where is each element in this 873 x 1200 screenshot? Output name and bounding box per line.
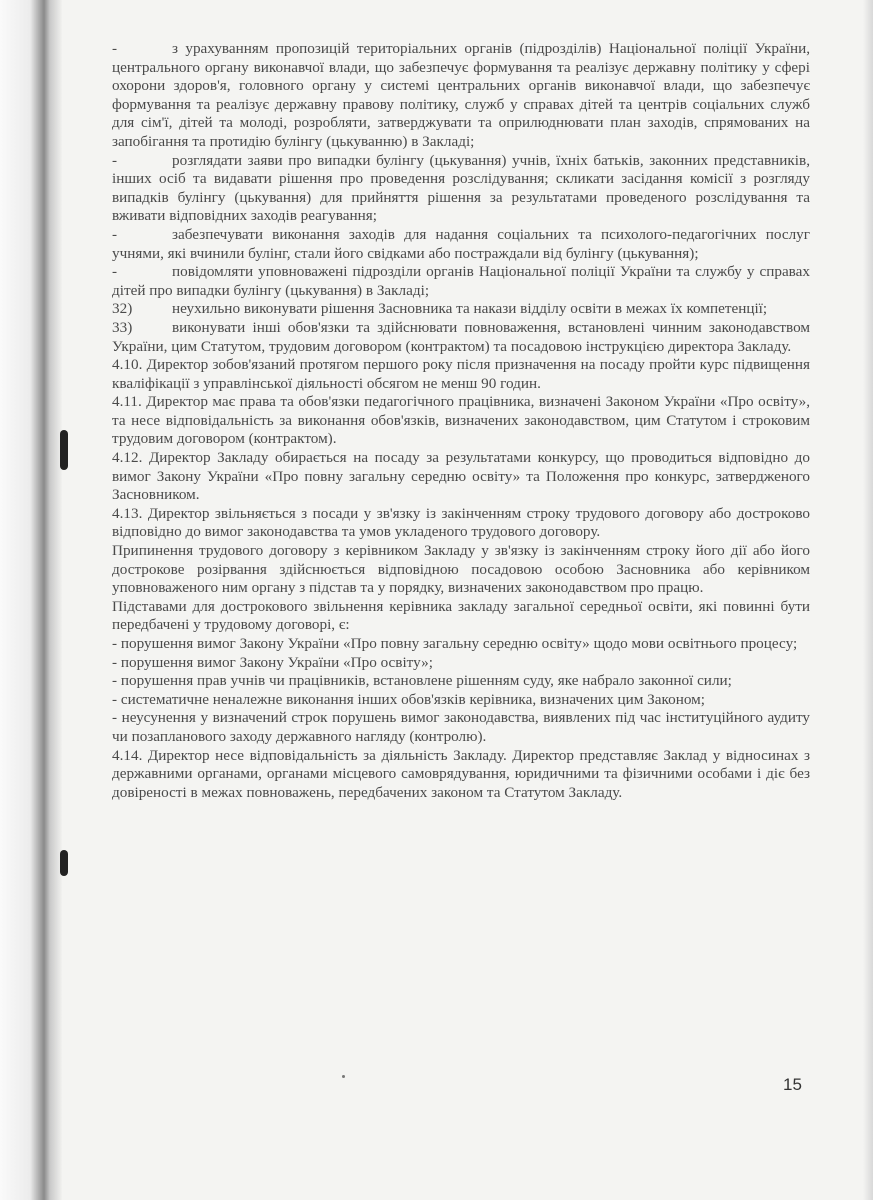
paragraph xyxy=(112,449,810,505)
list-marker: - xyxy=(112,225,118,243)
paragraph xyxy=(112,393,810,449)
paragraph-text: 4.12. Директор Закладу обирається на посаду за результатами конкурсу, що проводиться відповідно до вимог Закону України «Про повну загальну середню освіту» та Положення про конкурс, затвердженого Засновником. xyxy=(112,449,810,504)
scan-edge-right xyxy=(863,0,873,1200)
paragraph xyxy=(112,263,810,300)
document-body xyxy=(112,40,810,802)
paragraph xyxy=(112,691,810,710)
scan-speck xyxy=(342,1075,345,1078)
paragraph xyxy=(112,747,810,803)
paragraph xyxy=(112,505,810,542)
paragraph-text: 4.13. Директор звільняється з посади у зв'язку із закінченням строку трудового договору або достроково відповідно до вимог законодавства та умов укладеного трудового договору. xyxy=(112,504,810,541)
paragraph-text: Підставами для дострокового звільнення керівника закладу загальної середньої освіти, які повинні бути передбачені у трудовому договорі, є: xyxy=(112,597,810,634)
paragraph xyxy=(112,672,810,691)
binding-hole-mark xyxy=(60,430,68,470)
scan-edge-shadow xyxy=(0,0,62,1200)
paragraph xyxy=(112,635,810,654)
paragraph-text: 4.10. Директор зобов'язаний протягом першого року після призначення на посаду пройти курс підвищення кваліфікації з управлінської діяльності обсягом не менш 90 годин. xyxy=(112,356,810,392)
paragraph-text: розглядати заяви про випадки булінгу (цькування) учнів, їхніх батьків, законних представників, інших осіб та видавати рішення про проведення розслідування; скликати засідання комісії з розгляду випадків булінгу (цькування) для прийняття рішення за результатами проведеного розслідування та вживати відповідних заходів реагування; xyxy=(112,151,810,225)
paragraph-text: виконувати інші обов'язки та здійснювати повноваження, встановлені чинним законодавством України, цим Статутом, трудовим договором (контрактом) та посадовою інструкцією директора Закладу. xyxy=(112,318,810,355)
paragraph xyxy=(112,152,810,226)
paragraph xyxy=(112,709,810,746)
paragraph-text: - порушення прав учнів чи працівників, встановлене рішенням суду, яке набрало законної сили; xyxy=(112,672,732,690)
paragraph xyxy=(112,654,810,673)
paragraph-text: з урахуванням пропозицій територіальних органів (підрозділів) Національної поліції України, центрального органу виконавчої влади, що забезпечує формування та реалізує державну політику у сфері охорони здоров'я, головного органу у системі центральних органів виконавчої влади, що забезпечує формування та реалізує державну правову політику, служб у справах дітей та центрів соціальних служб для сім'ї, дітей та молоді, розробляти, затверджувати та оприлюднювати план заходів, спрямованих на запобігання та протидію булінгу (цькуванню) в Закладі; xyxy=(112,40,810,150)
paragraph xyxy=(112,356,810,393)
list-marker: - xyxy=(112,40,118,57)
list-marker: 32) xyxy=(112,300,133,318)
paragraph xyxy=(112,40,810,152)
paragraph-text: 4.14. Директор несе відповідальність за діяльність Закладу. Директор представляє Заклад у відносинах з державними органами, органами місцевого самоврядування, юридичними та фізичними особами і діє без довіреності в межах повноважень, передбачених законом та Статутом Закладу. xyxy=(112,746,810,801)
list-marker: - xyxy=(112,151,118,169)
paragraph-text: 4.11. Директор має права та обов'язки педагогічного працівника, визначені Законом України «Про освіту», та несе відповідальність за виконання обов'язків, визначених законодавством, цим Статутом і строковим трудовим договором (контрактом). xyxy=(112,393,810,448)
paragraph-text: Припинення трудового договору з керівником Закладу у зв'язку із закінченням строку його дії або його дострокове розірвання здійснюється відповідною посадовою особою Засновника або керівником уповноваженого ним органу з підстав та у порядку, визначених законодавством про працю. xyxy=(112,542,810,597)
list-marker: 33) xyxy=(112,318,133,336)
paragraph-text: - неусунення у визначений строк порушень вимог законодавства, виявлених під час інституційного аудиту чи позапланового заходу державного нагляду (контролю). xyxy=(112,709,810,745)
paragraph xyxy=(112,542,810,598)
binding-hole-mark xyxy=(60,850,68,876)
paragraph-text: забезпечувати виконання заходів для надання соціальних та психолого-педагогічних послуг учнями, які вчинили булінг, стали його свідками або постраждали від булінгу (цькування); xyxy=(112,225,810,262)
paragraph-text: - порушення вимог Закону України «Про освіту»; xyxy=(112,653,433,671)
paragraph xyxy=(112,226,810,263)
paragraph xyxy=(112,300,810,319)
paragraph-text: - систематичне неналежне виконання інших обов'язків керівника, визначених цим Законом; xyxy=(112,690,705,708)
paragraph-text: - порушення вимог Закону України «Про повну загальну середню освіту» щодо мови освітнього процесу; xyxy=(112,635,798,652)
paragraph-text: повідомляти уповноважені підрозділи органів Національної поліції України та службу у справах дітей про випадки булінгу (цькування) в Закладі; xyxy=(112,263,810,299)
paragraph xyxy=(112,598,810,635)
page-number: 15 xyxy=(783,1075,802,1094)
paragraph xyxy=(112,319,810,356)
list-marker: - xyxy=(112,263,118,281)
paragraph-text: неухильно виконувати рішення Засновника та накази відділу освіти в межах їх компетенції; xyxy=(172,300,768,318)
